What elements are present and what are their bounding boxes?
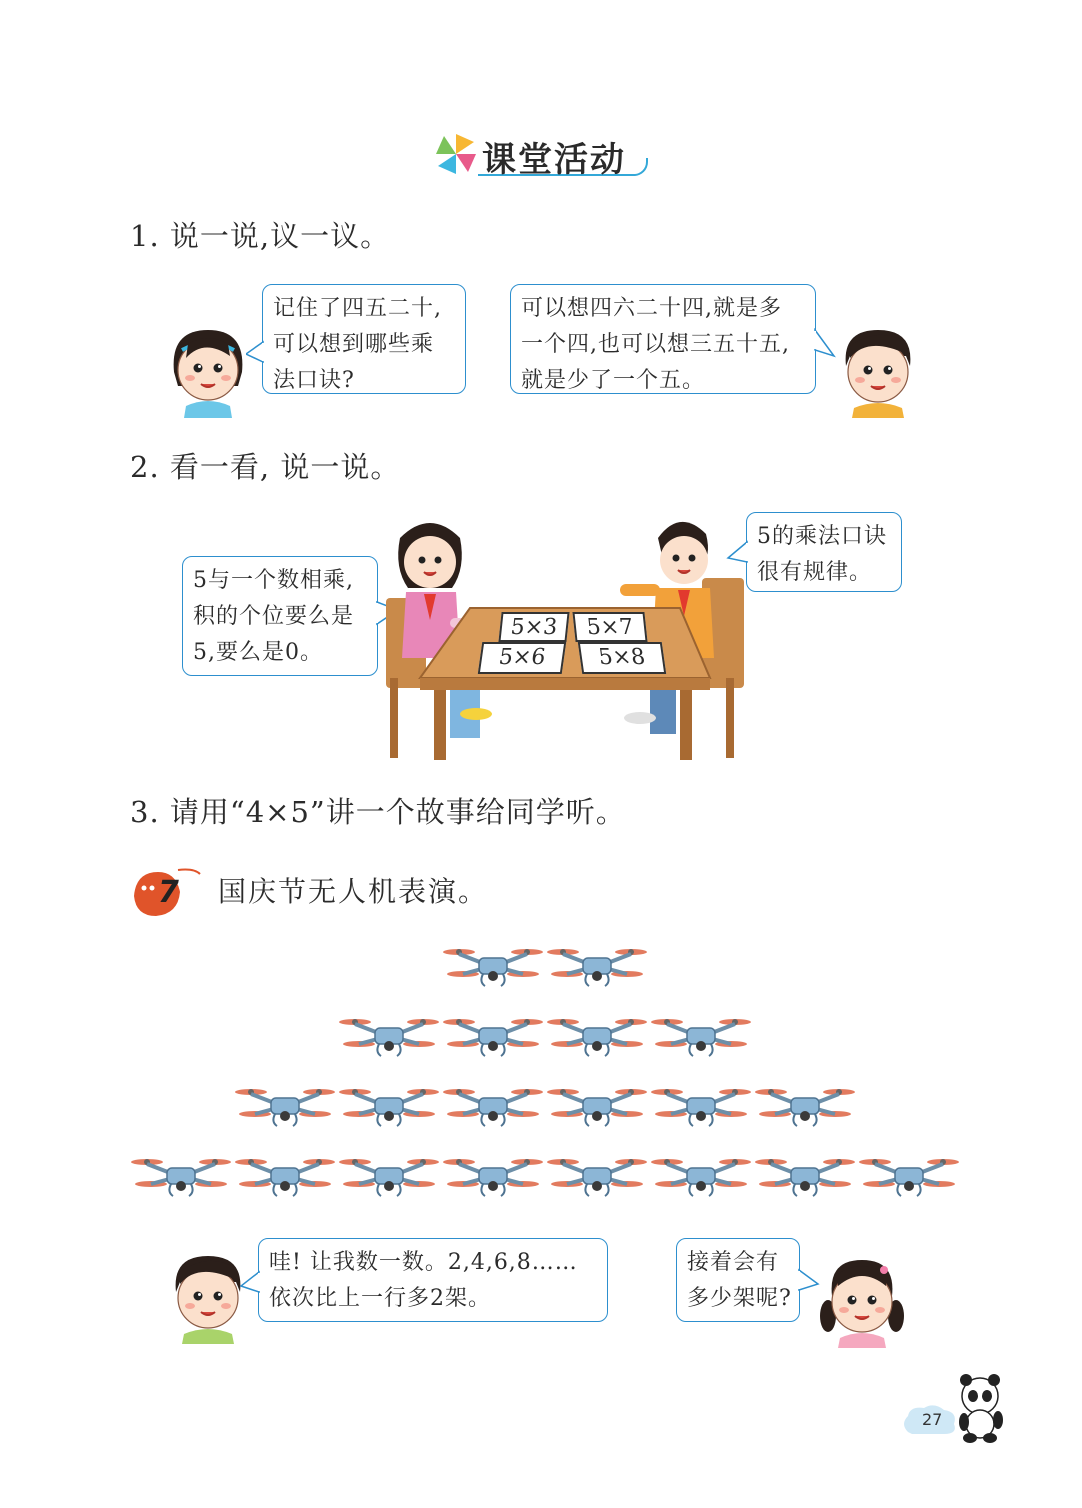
drone-icon — [339, 1019, 439, 1056]
bubble-line: 一个四,也可以想三五十五, — [521, 332, 790, 357]
question-1-label: 1. 说一说,议一议。 — [130, 219, 391, 253]
drone-icon — [443, 949, 543, 986]
drone-icon — [339, 1159, 439, 1196]
question-3-label: 3. 请用“4×5”讲一个故事给同学听。 — [130, 795, 626, 829]
drone-icon — [651, 1089, 751, 1126]
exercise-7-title: 国庆节无人机表演。 — [218, 875, 489, 908]
drone-icon — [339, 1089, 439, 1126]
girl-avatar — [168, 326, 248, 418]
panda-icon — [950, 1372, 1010, 1444]
bubble-tail — [814, 328, 836, 362]
drone-icon — [755, 1159, 855, 1196]
speech-bubble-girl-q2 — [182, 556, 378, 676]
exercise-number-badge — [130, 866, 202, 918]
question-2-label: 2. 看一看, 说一说。 — [130, 450, 401, 484]
bubble-line: 就是少了一个五。 — [521, 368, 706, 393]
bubble-line: 可以想到哪些乘 — [273, 332, 435, 357]
bubble-line: 5,要么是0。 — [193, 640, 323, 665]
bubble-line: 可以想四六二十四,就是多 — [521, 296, 782, 321]
bubble-tail — [246, 340, 264, 364]
drone-icon — [235, 1159, 335, 1196]
bubble-line: 多少架呢? — [687, 1286, 792, 1311]
drone-icon — [547, 1019, 647, 1056]
pinwheel-icon — [434, 132, 478, 176]
drone-icon — [547, 1089, 647, 1126]
speech-bubble-girl-item7 — [676, 1238, 800, 1322]
multiplication-card: 5×7 — [572, 612, 647, 642]
bubble-line: 5的乘法口诀 — [757, 524, 887, 549]
exercise-number: 7 — [158, 875, 179, 910]
bubble-tail — [798, 1268, 820, 1294]
multiplication-card: 5×6 — [478, 642, 566, 674]
bubble-line: 记住了四五二十, — [273, 296, 442, 321]
page-title: 课堂活动 — [482, 140, 626, 180]
speech-bubble-boy-item7 — [258, 1238, 608, 1322]
drone-icon — [651, 1159, 751, 1196]
boy-avatar — [838, 326, 918, 418]
boy-avatar — [168, 1252, 248, 1344]
bubble-line: 哇! 让我数一数。2,4,6,8…… — [269, 1250, 578, 1275]
page-number: 27 — [922, 1410, 943, 1429]
drone-icon — [859, 1159, 959, 1196]
drone-icon — [235, 1089, 335, 1126]
speech-bubble-girl-q1 — [262, 284, 466, 394]
speech-bubble-boy-q1 — [510, 284, 816, 394]
drone-icon — [131, 1159, 231, 1196]
table-scene-illustration — [380, 508, 760, 768]
drone-icon — [651, 1019, 751, 1056]
drone-icon — [547, 949, 647, 986]
speech-bubble-boy-q2 — [746, 512, 902, 592]
bubble-line: 接着会有 — [687, 1250, 780, 1275]
drone-formation — [120, 936, 970, 1206]
multiplication-card: 5×8 — [578, 642, 666, 674]
bubble-line: 法口诀? — [273, 368, 355, 393]
drone-icon — [755, 1089, 855, 1126]
girl-avatar — [820, 1256, 904, 1348]
bubble-tail — [240, 1270, 260, 1296]
bubble-line: 积的个位要么是 — [193, 604, 355, 629]
bubble-line: 依次比上一行多2架。 — [269, 1286, 491, 1311]
drone-icon — [443, 1019, 543, 1056]
bubble-line: 5与一个数相乘, — [193, 568, 354, 593]
bubble-line: 很有规律。 — [757, 560, 873, 585]
drone-icon — [443, 1089, 543, 1126]
drone-icon — [443, 1159, 543, 1196]
multiplication-card: 5×3 — [498, 612, 569, 642]
drone-icon — [547, 1159, 647, 1196]
